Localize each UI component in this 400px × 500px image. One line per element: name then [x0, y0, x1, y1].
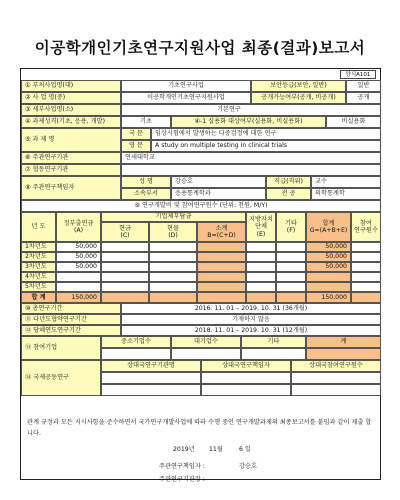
value-disclosure: 공개 [346, 92, 381, 104]
budget-gov-value [56, 282, 101, 292]
label-pi-name: 성 명 [121, 176, 171, 188]
header-large-company-count: 대기업수 [171, 336, 241, 348]
budget-local-value [246, 242, 276, 252]
budget-sum-other [276, 292, 306, 303]
value-security-level: 일반 [346, 80, 381, 92]
label-english-title: 영 문 [121, 140, 151, 152]
value-lead-institution: 연세대학교 [121, 152, 381, 164]
value-large-company-count [171, 348, 241, 360]
budget-local-header: 지방자치 단체 (E) [246, 212, 276, 242]
value-company-total [306, 348, 381, 360]
form-number: 양식A101 [340, 70, 376, 79]
budget-sum-cash [101, 292, 149, 303]
budget-year: 1차년도 [21, 242, 56, 252]
value-ministry-program: 기초연구사업 [121, 80, 251, 92]
label-project-type: ④ 과제성격(기초, 응용, 개발) [21, 116, 121, 128]
value-partner-leader [201, 372, 291, 384]
budget-staff-value [351, 282, 381, 292]
budget-gov-value: 50,000 [56, 242, 101, 252]
budget-other-value [276, 262, 306, 272]
budget-cash-header: 현금 (C) [101, 222, 149, 242]
budget-cash-value [101, 242, 149, 252]
budget-local-value [246, 282, 276, 292]
value-partner-leader [201, 384, 291, 396]
value-pi-name: 강승호 [171, 176, 266, 188]
value-subprogram: 기본연구 [121, 104, 381, 116]
label-international-research: ⑭ 국제공동연구 [21, 360, 101, 396]
label-korean-title: 국 문 [121, 128, 151, 140]
label-participating-companies: ⑬ 참여기업 [21, 336, 101, 360]
institution-head-sign-label: 주관연구기관장 : [159, 476, 205, 483]
label-ministry-program: ① 부처사업명(대) [21, 80, 121, 92]
report-title: 이공학개인기초연구지원사업 최종(결과)보고서 [34, 39, 366, 57]
header-partner-researcher-count: 상대국참여연구원수 [291, 360, 381, 372]
value-other-count [241, 348, 306, 360]
budget-cash-value [101, 272, 149, 282]
budget-subtotal-value [197, 262, 246, 272]
label-current-period: ⑫ 당해연도연구기간 [21, 325, 121, 336]
budget-kind-header: 현물 (D) [149, 222, 197, 242]
budget-gov-value [56, 272, 101, 282]
declaration-text: 관계 규정과 모든 지시사항을 준수하면서 국가연구개발사업에 따라 수행 중인 연구개발과제의 최종보고서를 붙임과 같이 제출 합니다. [27, 419, 372, 437]
label-pi-major: 전 공 [266, 188, 311, 200]
label-practical-use: ④-1 실용화 대상여부(실용화, 비실용화) [171, 116, 326, 128]
budget-sum-subtotal [197, 292, 246, 303]
budget-kind-value [149, 252, 197, 262]
value-korean-title: 임상시험에서 발생하는 다중검정에 대한 연구 [151, 128, 381, 140]
budget-local-value [246, 252, 276, 262]
value-pi-position: 교수 [311, 176, 381, 188]
budget-cash-value [101, 252, 149, 262]
value-practical-use: 비실용화 [326, 116, 381, 128]
budget-gov-value: 50,000 [56, 262, 101, 272]
budget-total-value: 50,000 [306, 252, 351, 262]
budget-total-header: 합계 G=(A+B+E) [306, 212, 351, 242]
label-program-name: ② 사 업 명(중) [21, 92, 121, 104]
value-partner-institution [101, 372, 201, 384]
budget-sum-staff [351, 292, 381, 303]
budget-other-value [276, 282, 306, 292]
pi-sign-label: 주관연구책임자 : [159, 463, 205, 470]
budget-staff-value [351, 262, 381, 272]
budget-gov-value: 50,000 [56, 252, 101, 262]
budget-local-value [246, 272, 276, 282]
budget-year: 5차년도 [21, 282, 56, 292]
label-project-title: ⑤ 과 제 명 [21, 128, 121, 152]
label-lead-institution: ⑥ 주관연구기관 [21, 152, 121, 164]
budget-staff-value [351, 252, 381, 262]
header-other-count: 기타 [241, 336, 306, 348]
budget-subtotal-value [197, 272, 246, 282]
value-project-type: 기초 [121, 116, 171, 128]
label-cooperating-institution: ⑦ 협동연구기관 [21, 164, 121, 176]
budget-staff-value [351, 242, 381, 252]
label-principal-investigator: ⑧ 주관연구책임자 [21, 176, 121, 200]
value-program-name: 이공학개인기초연구지원사업 [121, 92, 251, 104]
date-year: 2019년 [173, 446, 195, 453]
budget-sum-label: 합 계 [21, 292, 56, 303]
value-partner-researcher-count [291, 384, 381, 396]
budget-local-value [246, 262, 276, 272]
date-month: 11월 [209, 446, 223, 453]
budget-sum-kind [149, 292, 197, 303]
header-sme-count: 중소기업수 [101, 336, 171, 348]
label-pi-position: 직급(직위) [266, 176, 311, 188]
value-sme-count [101, 348, 171, 360]
budget-kind-value [149, 272, 197, 282]
header-partner-institution: 상대국연구기관명 [101, 360, 201, 372]
budget-corp-header: 기업체부담금 [101, 212, 246, 222]
budget-cash-value [101, 282, 149, 292]
budget-subtotal-value [197, 242, 246, 252]
budget-total-value: 50,000 [306, 242, 351, 252]
budget-total-value [306, 272, 351, 282]
header-partner-leader: 상대국연구책임자 [201, 360, 291, 372]
value-english-title: A study on multiple testing in clinical trials [151, 140, 381, 152]
label-multiyear-period: ⑪ 다년도협약연구기간 [21, 314, 121, 325]
budget-other-value [276, 252, 306, 262]
budget-other-header: 기타 (F) [276, 212, 306, 242]
budget-total-value [306, 282, 351, 292]
budget-gov-header: 정부출연금 (A) [56, 212, 101, 242]
value-pi-department: 응용통계학과 [171, 188, 266, 200]
value-multiyear-period: 기재하지 않음 [121, 314, 381, 325]
budget-kind-value [149, 262, 197, 272]
budget-other-value [276, 272, 306, 282]
budget-staff-header: 참여 연구원수 [351, 212, 381, 242]
budget-kind-value [149, 242, 197, 252]
budget-cash-value [101, 262, 149, 272]
budget-subtotal-value [197, 282, 246, 292]
value-partner-institution [101, 384, 201, 396]
label-total-period: ⑩ 총연구기간 [21, 303, 121, 314]
label-security-level: 보안등급(보안, 일반) [251, 80, 346, 92]
budget-subtotal-header: 소계 B=(C+D) [197, 222, 246, 242]
label-subprogram: ③ 세부사업명(소) [21, 104, 121, 116]
budget-staff-value [351, 272, 381, 282]
budget-year: 3차년도 [21, 262, 56, 272]
value-current-period: 2018. 11. 01 – 2019. 10. 31 (12개월) [121, 325, 381, 336]
budget-sum-total: 150,000 [306, 292, 351, 303]
budget-year: 4차년도 [21, 272, 56, 282]
date-day: 6 일 [239, 446, 251, 453]
budget-kind-value [149, 282, 197, 292]
header-company-total: 계 [306, 336, 381, 348]
label-disclosure: 공개가능여부(공개, 비공개) [251, 92, 346, 104]
budget-year: 2차년도 [21, 252, 56, 262]
budget-other-value [276, 242, 306, 252]
value-pi-major: 의학통계학 [311, 188, 381, 200]
report-form [20, 68, 381, 483]
budget-year-header: 년 도 [21, 212, 56, 242]
value-partner-researcher-count [291, 372, 381, 384]
budget-total-value: 50,000 [306, 262, 351, 272]
budget-heading: ⑨ 연구개발비 및 참여연구원수 (단위: 천원, M/Y) [21, 200, 381, 212]
value-total-period: 2016. 11. 01 – 2019. 10. 31 (36개월) [121, 303, 381, 314]
pi-sign-name: 강승호 [239, 463, 257, 470]
budget-subtotal-value [197, 252, 246, 262]
label-pi-department: 소속부서 [121, 188, 171, 200]
budget-sum-gov: 150,000 [56, 292, 101, 303]
budget-sum-local [246, 292, 276, 303]
value-cooperating-institution [121, 164, 381, 176]
